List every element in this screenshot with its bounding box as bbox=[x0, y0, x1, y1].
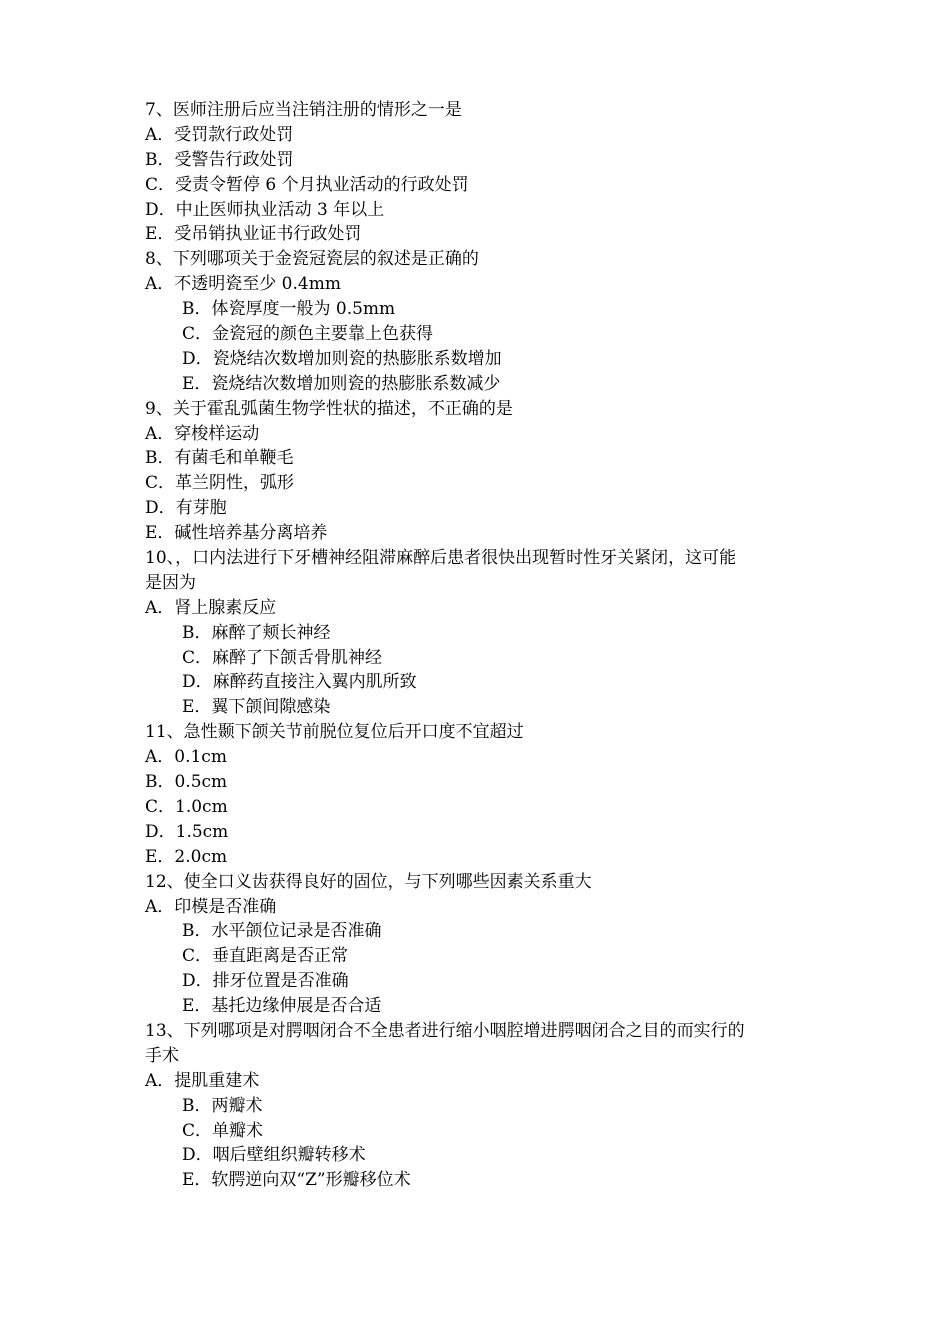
question-7-option-d: D．中止医师执业活动 3 年以上 bbox=[145, 199, 385, 220]
question-8-stem: 8、下列哪项关于金瓷冠瓷层的叙述是正确的 bbox=[145, 249, 479, 270]
question-13-stem-line-2: 手术 bbox=[145, 1045, 179, 1066]
question-11-stem: 11、急性颞下颌关节前脱位复位后开口度不宜超过 bbox=[145, 722, 524, 743]
question-7-option-e: E．受吊销执业证书行政处罚 bbox=[145, 224, 362, 245]
question-10-option-d: D．麻醉药直接注入翼内肌所致 bbox=[182, 672, 417, 693]
question-9-option-b: B．有菌毛和单鞭毛 bbox=[145, 448, 294, 469]
question-12-option-b: B．水平颌位记录是否准确 bbox=[182, 921, 382, 942]
question-8-option-b: B．体瓷厚度一般为 0.5mm bbox=[182, 299, 396, 320]
question-12-stem: 12、使全口义齿获得良好的固位，与下列哪些因素关系重大 bbox=[145, 871, 592, 892]
question-11-option-c: C．1.0cm bbox=[145, 796, 228, 817]
question-12-option-d: D．排牙位置是否准确 bbox=[182, 971, 349, 992]
question-9-stem: 9、关于霍乱弧菌生物学性状的描述，不正确的是 bbox=[145, 398, 513, 419]
question-7-stem: 7、医师注册后应当注销注册的情形之一是 bbox=[145, 100, 462, 120]
question-10-option-e: E．翼下颌间隙感染 bbox=[182, 697, 331, 718]
question-10-stem-line-1: 10、，口内法进行下牙槽神经阻滞麻醉后患者很快出现暂时性牙关紧闭，这可能 bbox=[145, 548, 737, 569]
question-13-option-d: D．咽后壁组织瓣转移术 bbox=[182, 1145, 366, 1166]
question-11-option-e: E．2.0cm bbox=[145, 846, 228, 867]
question-10-option-b: B．麻醉了颊长神经 bbox=[182, 622, 331, 643]
question-7-option-b: B．受警告行政处罚 bbox=[145, 149, 294, 170]
question-12-option-c: C．垂直距离是否正常 bbox=[182, 946, 349, 967]
question-10-option-c: C．麻醉了下颌舌骨肌神经 bbox=[182, 647, 383, 668]
question-11-option-a: A．0.1cm bbox=[145, 747, 227, 768]
question-8-option-e: E．瓷烧结次数增加则瓷的热膨胀系数减少 bbox=[182, 373, 501, 394]
question-13-stem-line-1: 13、下列哪项是对腭咽闭合不全患者进行缩小咽腔增进腭咽闭合之目的而实行的 bbox=[145, 1020, 745, 1041]
question-11-option-b: B．0.5cm bbox=[145, 772, 228, 793]
question-13-option-e: E．软腭逆向双“Z”形瓣移位术 bbox=[182, 1170, 411, 1191]
question-10-stem-line-2: 是因为 bbox=[145, 572, 196, 593]
document-page bbox=[145, 98, 825, 1193]
question-9-option-d: D．有芽胞 bbox=[145, 498, 227, 519]
question-8-option-c: C．金瓷冠的颜色主要靠上色获得 bbox=[182, 324, 434, 345]
question-9-option-c: C．革兰阴性，弧形 bbox=[145, 473, 295, 494]
question-9-option-a: A．穿梭样运动 bbox=[145, 423, 260, 444]
question-8-option-a: A．不透明瓷至少 0.4mm bbox=[145, 274, 341, 295]
question-11-option-d: D．1.5cm bbox=[145, 821, 229, 842]
question-13-option-a: A．提肌重建术 bbox=[145, 1070, 260, 1091]
question-7-option-c: C．受责令暂停 6 个月执业活动的行政处罚 bbox=[145, 174, 469, 195]
question-12-option-e: E．基托边缘伸展是否合适 bbox=[182, 996, 382, 1017]
question-7-option-a: A．受罚款行政处罚 bbox=[145, 124, 294, 145]
question-13-option-c: C．单瓣术 bbox=[182, 1120, 264, 1141]
question-9-option-e: E．碱性培养基分离培养 bbox=[145, 523, 328, 544]
question-12-option-a: A．印模是否准确 bbox=[145, 896, 277, 917]
question-8-option-d: D．瓷烧结次数增加则瓷的热膨胀系数增加 bbox=[182, 348, 502, 369]
question-13-option-b: B．两瓣术 bbox=[182, 1095, 263, 1116]
question-10-option-a: A．肾上腺素反应 bbox=[145, 597, 277, 618]
